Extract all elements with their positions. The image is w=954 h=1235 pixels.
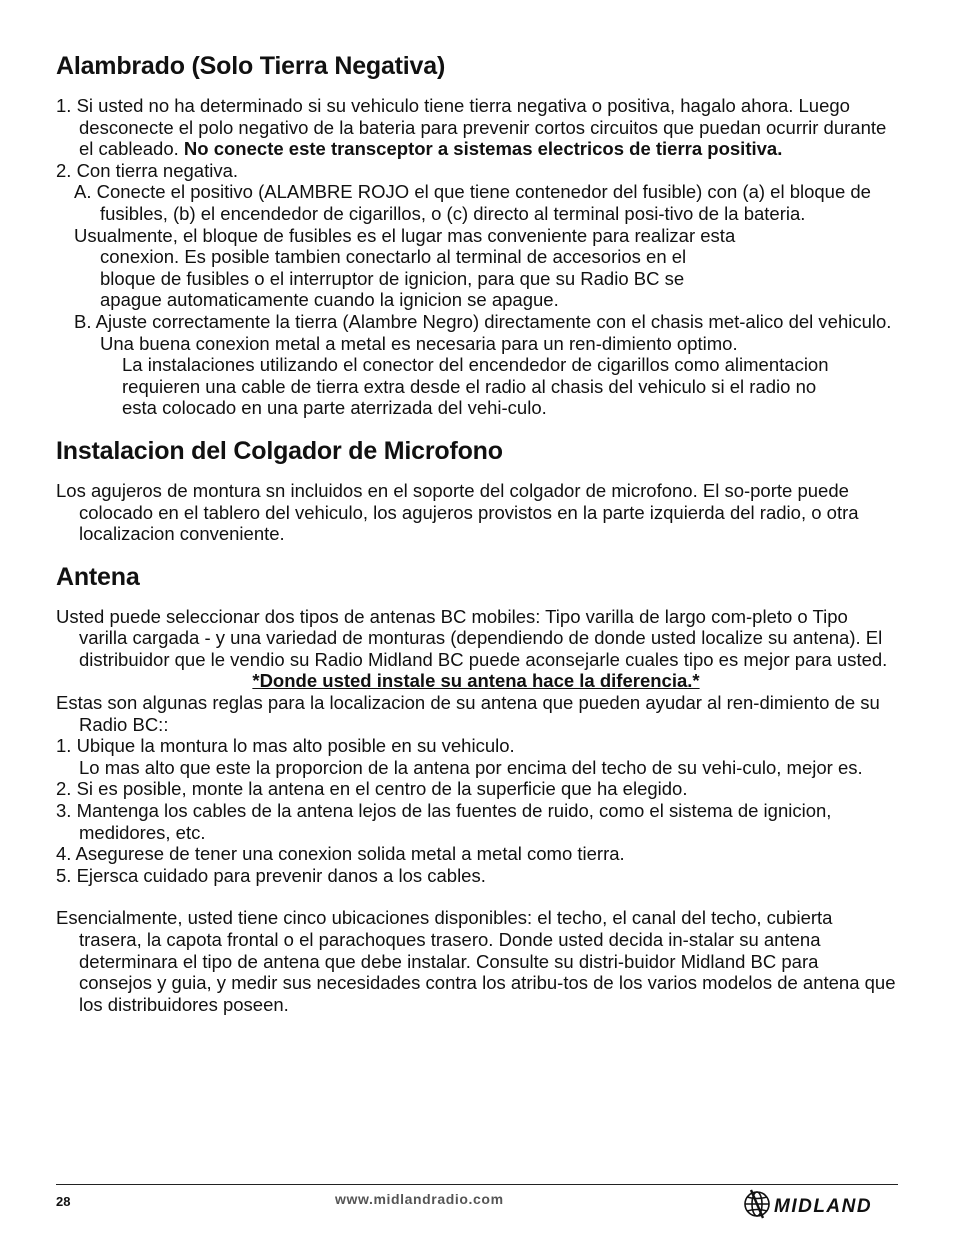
wiring-lighter-note: La instalaciones utilizando el conector del encendedor de cigarillos como alimentacion requieren una cable de tierra extra desde el radio al chasis del vehiculo si el radio no esta colocado en una parte aterrizada del vehi-culo. <box>122 354 829 419</box>
midland-logo <box>741 1186 901 1220</box>
footer-divider <box>56 1184 898 1185</box>
page-number: 28 <box>56 1194 71 1209</box>
antenna-rule-2: 2. Si es posible, monte la antena en el centro de la superficie que ha elegido. <box>56 778 688 800</box>
antenna-rule-5: 5. Ejersca cuidado para prevenir danos a los cables. <box>56 864 486 886</box>
section-title-antenna: Antena <box>56 562 140 591</box>
antenna-rule-1: 1. Ubique la montura lo mas alto posible en su vehiculo. <box>56 735 515 757</box>
wiring-item-2: 2. Con tierra negativa. <box>56 159 239 181</box>
antenna-rule-3: 3. Mantenga los cables de la antena lejos de las fuentes de ruido, como el sistema de ignicion, medidores, etc. <box>56 800 832 843</box>
wiring-item-1 <box>56 95 896 160</box>
wiring-item-1-warning: No conecte este transceptor a sistemas electricos de tierra positiva. <box>183 138 783 160</box>
section-title-wiring: Alambrado (Solo Tierra Negativa) <box>56 52 446 80</box>
antenna-rule-1-note: Lo mas alto que este la proporcion de la antena por encima del techo de su vehi-culo, mejor es. <box>79 756 863 778</box>
wiring-item-a: A. Conecte el positivo (ALAMBRE ROJO el que tiene contenedor del fusible) con (a) el bloque de fusibles, (b) el encendedor de cigarillos, o (c) directo al terminal posi-tivo de la bateria. <box>74 181 871 224</box>
antenna-closing: Esencialmente, usted tiene cinco ubicaciones disponibles: el techo, el canal del techo, cubierta trasera, la capota frontal o el parachoques trasero. Donde usted decida in-stalar su antena determinara el tipo de antena que debe instalar. Consulte su distri-buidor Midland BC para consejos y guia, y medir sus necesidades contra los atribu-tos de los varios modelos de antena que los distribuidores poseen. <box>56 907 896 1015</box>
section-title-mic: Instalacion del Colgador de Microfono <box>56 436 503 465</box>
antenna-rule-4: 4. Asegurese de tener una conexion solida metal a metal como tierra. <box>56 843 625 865</box>
wiring-item-1-text: 1. Si usted no ha determinado si su vehiculo tiene tierra negativa o positiva, hagalo ahora. Luego desconecte el polo negativo de la bateria para prevenir cortos circuitos que puedan ocurrir durante el cableado. <box>56 95 887 160</box>
antenna-rules-intro: Estas son algunas reglas para la localizacion de su antena que pueden ayudar al ren-dimiento de su Radio BC:: <box>56 692 880 735</box>
logo-wordmark: MIDLAND <box>774 1196 873 1217</box>
antenna-emphasis: *Donde usted instale su antena hace la diferencia.* <box>252 670 700 692</box>
mic-text: Los agujeros de montura sn incluidos en el soporte del colgador de microfono. El so-porte puede colocado en el tablero del vehiculo, los agujeros provistos en la parte izquierda del radio, o otra localizacion conveniente. <box>56 479 859 545</box>
wiring-item-b: B. Ajuste correctamente la tierra (Alambre Negro) directamente con el chasis met-alico del vehiculo. Una buena conexion metal a metal es necesaria para un ren-dimiento optimo. <box>74 310 892 354</box>
footer-url: www.midlandradio.com <box>335 1191 504 1207</box>
globe-icon <box>745 1190 769 1218</box>
manual-page <box>56 52 896 1015</box>
wiring-usually-note: Usualmente, el bloque de fusibles es el lugar mas conveniente para realizar esta conexion. Es posible tambien conectarlo al terminal de accesorios en el bloque de fusibles o el interruptor de ignicion, para que su Radio BC se apague automaticamente cuando la ignicion se apague. <box>74 224 736 311</box>
antenna-intro: Usted puede seleccionar dos tipos de antenas BC mobiles: Tipo varilla de largo com-pleto o Tipo varilla cargada - y una variedad de monturas (dependiendo de donde usted localize su antena). El distribuidor que le vendio su Radio Midland BC puede aconsejarle cuales tipo es mejor para usted. <box>56 605 888 670</box>
